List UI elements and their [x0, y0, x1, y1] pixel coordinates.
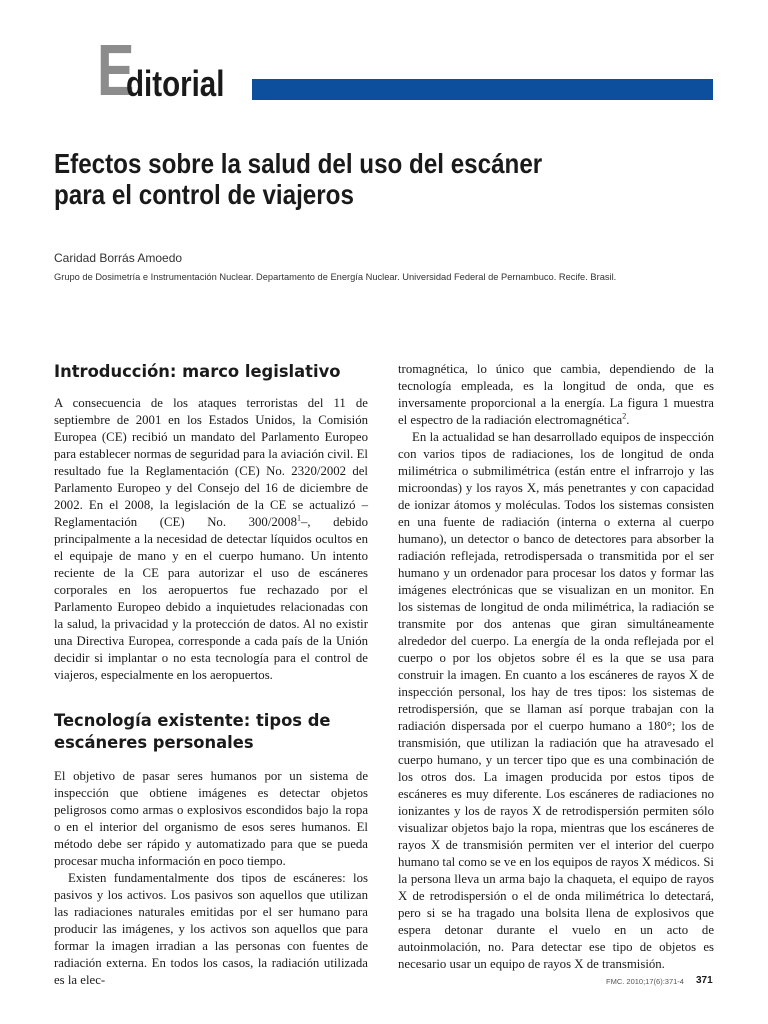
right-text-b: . [626, 413, 630, 427]
masthead-bar [252, 79, 713, 100]
intro-paragraph [54, 395, 368, 684]
author-affiliation: Grupo de Dosimetría e Instrumentación Nuclear. Departamento de Energía Nuclear. Universidad Federal de Pernambuco. Recife. Brasil. [54, 272, 617, 282]
journal-citation: FMC. 2010;17(6):371-4 [606, 977, 684, 986]
technology-paragraph-1: El objetivo de pasar seres humanos por un sistema de inspección que obtiene imágenes es detectar objetos peligrosos como armas o explosivos escondidos bajo la ropa o en el interior del organismo de esos seres humanos. El método debe ser rápido y automatizado para que se pueda procesar mucha información en poco tiempo. [54, 769, 368, 868]
right-column [398, 361, 714, 973]
masthead [97, 31, 717, 111]
section-heading-technology: Tecnología existente: tipos de escáneres personales [54, 711, 331, 752]
intro-text-a: A consecuencia de los ataques terroristas del 11 de septiembre de 2001 en los Estados Unidos, la Comisión Europea (CE) recibió un mandato del Parlamento Europeo para establecer normas de seguridad para la aviación civil. El resultado fue la Reglamentación (CE) No. 2320/2002 del Parlamento Europeo y del Consejo del 16 de diciembre de 2002. En el 2008, la legislación de la CE se actualizó –Reglamentación (CE) No. 300/2008 [54, 396, 368, 529]
page-number: 371 [696, 975, 713, 986]
masthead-label: ditorial [126, 63, 225, 104]
right-text-a: tromagnética, lo único que cambia, dependiendo de la tecnología empleada, es la longitud de onda, que es inversamente proporcional a la energía. La figura 1 muestra el espectro de la radiación electromagnética [398, 362, 714, 427]
right-paragraph-2: En la actualidad se han desarrollado equipos de inspección con varios tipos de radiaciones, los de longitud de onda milimétrica o submilimétrica (están entre el infrarrojo y las microondas) y los rayos X, más penetrantes y con capacidad de ionizar átomos y moléculas. Todos los sistemas consisten en una fuente de radiación (interna o externa al cuerpo humano), un detector o banco de detectores para absorber la radiación reflejada, retrodispersada o transmitida por el ser humano y un ordenador para procesar los datos y formar las imágenes electrónicas que se visualizan en un monitor. En los sistemas de longitud de onda milimétrica, la radiación se transmite por dos antenas que giran simultáneamente alrededor del cuerpo. La energía de la onda reflejada por el cuerpo o por los objetos sobre él es la que se usa para construir la imagen. En cuanto a los escáneres de rayos X de inspección personal, los hay de tres tipos: los sistemas de retrodispersión, que se llaman así porque trabajan con la radiación dispersada por el cuerpo humano a 180°; los de transmisión, que utilizan la radiación que ha atravesado el cuerpo humano, y un tercer tipo que es una combinación de los otros dos. La imagen producida por estos tipos de escáneres es muy diferente. Los escáneres de radiaciones no ionizantes y los de rayos X de retrodispersión permiten sólo visualizar objetos bajo la ropa, mientras que los escáneres de rayos X de transmisión permiten ver el interior del cuerpo humano tal como se ve en los equipos de rayos X médicos. Si la persona lleva un arma bajo la chaqueta, el equipo de rayos X de retrodispersión o el de onda milimétrica lo detectará, pero si se ha tragado una bolsita llena de explosivos que espera detonar durante el vuelo en un acto de autoinmolación, no. Para detectar ese tipo de objetos es necesario usar un equipo de rayos X de transmisión. [398, 430, 714, 971]
author-name: Caridad Borrás Amoedo [54, 251, 183, 265]
technology-paragraph-2: Existen fundamentalmente dos tipos de escáneres: los pasivos y los activos. Los pasivos son aquellos que utilizan las radiaciones naturales emitidas por el ser humano para producir las imágenes, y los activos son aquellos que para formar la imagen irradian a las personas con fuentes de radiación externa. En todos los casos, la radiación utilizada es la elec- [54, 871, 368, 987]
intro-text-b: –, debido principalmente a la necesidad de detectar líquidos ocultos en el equipaje de mano y en el cuerpo humano. Un intento reciente de la CE para autorizar el uso de escáneres corporales en los aeropuertos fue rechazado por el Parlamento Europeo debido a inquietudes relacionadas con la salud, la privacidad y la protección de datos. Al no existir una Directiva Europea, corresponde a cada país de la Unión decidir si implantar o no esta tecnología para el control de viajeros, especialmente en los aeropuertos. [54, 515, 368, 682]
left-column [54, 361, 368, 989]
masthead-initial: E [97, 31, 135, 111]
section-heading-intro: Introducción: marco legislativo [54, 362, 341, 381]
article-title: Efectos sobre la salud del uso del escáner para el control de viajeros [54, 148, 543, 210]
footnote-ref-1[interactable]: 1 [296, 513, 301, 523]
footnote-ref-2[interactable]: 2 [622, 411, 627, 421]
right-paragraph-1 [398, 361, 714, 429]
